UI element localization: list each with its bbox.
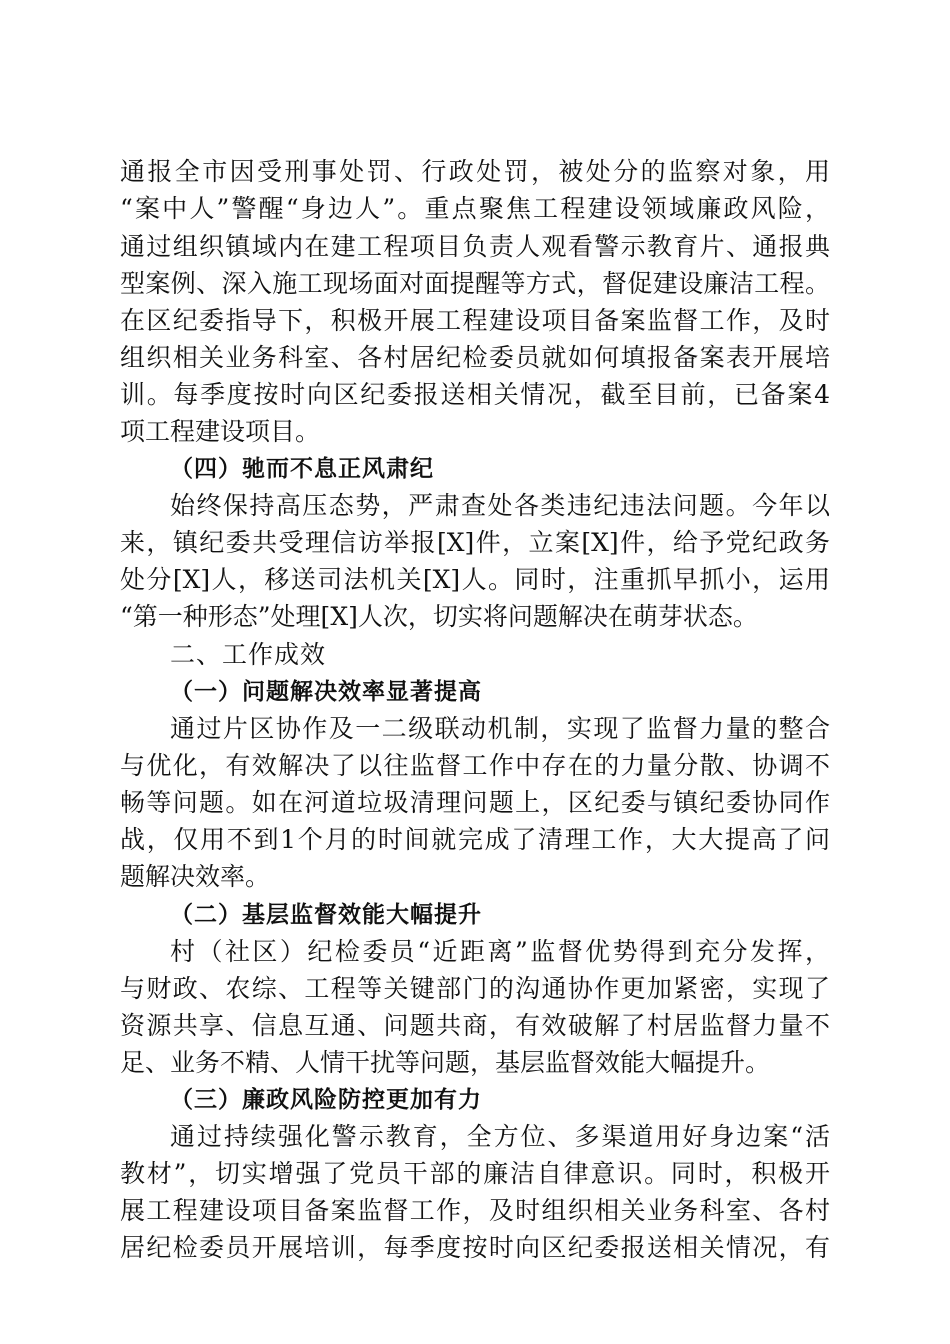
paragraph-line: 居纪检委员开展培训，每季度按时向区纪委报送相关情况，有 [120, 1233, 830, 1262]
paragraph-line: 通报全市因受刑事处罚、行政处罚，被处分的监察对象，用 [120, 157, 830, 186]
paragraph-line: 项工程建设项目。 [120, 417, 321, 446]
paragraph-line: 在区纪委指导下，积极开展工程建设项目备案监督工作，及时 [120, 306, 830, 335]
paragraph-line: 与财政、农综、工程等关键部门的沟通协作更加紧密，实现了 [120, 974, 830, 1003]
paragraph-line: “案中人”警醒“身边人”。重点聚焦工程建设领域廉政风险， [120, 194, 830, 223]
section-heading-2: 二、工作成效 [170, 640, 327, 669]
paragraph-line: 来，镇纪委共受理信访举报[X]件，立案[X]件，给予党纪政务 [120, 528, 830, 557]
paragraph-line: 处分[X]人，移送司法机关[X]人。同时，注重抓早抓小，运用 [120, 565, 830, 594]
paragraph-line: 展工程建设项目备案监督工作，及时组织相关业务科室、各村 [120, 1196, 830, 1225]
paragraph-line: 训。每季度按时向区纪委报送相关情况，截至目前，已备案4 [120, 380, 830, 409]
paragraph-line: 组织相关业务科室、各村居纪检委员就如何填报备案表开展培 [120, 343, 830, 372]
paragraph-line: 通过片区协作及一二级联动机制，实现了监督力量的整合 [170, 714, 830, 743]
paragraph-line: 始终保持高压态势，严肃查处各类违纪违法问题。今年以 [170, 491, 830, 520]
subsection-heading-4: （四）驰而不息正风肃纪 [170, 455, 434, 482]
paragraph-line: 与优化，有效解决了以往监督工作中存在的力量分散、协调不 [120, 751, 830, 780]
subsection-heading-2: （二）基层监督效能大幅提升 [170, 901, 482, 928]
paragraph-line: 畅等问题。如在河道垃圾清理问题上，区纪委与镇纪委协同作 [120, 788, 830, 817]
paragraph-line: 教材”，切实增强了党员干部的廉洁自律意识。同时，积极开 [120, 1159, 830, 1188]
subsection-heading-1: （一）问题解决效率显著提高 [170, 678, 482, 705]
paragraph-line: 通过持续强化警示教育，全方位、多渠道用好身边案“活 [170, 1122, 830, 1151]
paragraph-line: 型案例、深入施工现场面对面提醒等方式，督促建设廉洁工程。 [120, 269, 830, 298]
subsection-heading-3: （三）廉政风险防控更加有力 [170, 1086, 482, 1113]
paragraph-line: 通过组织镇域内在建工程项目负责人观看警示教育片、通报典 [120, 232, 830, 261]
paragraph-line: 战，仅用不到1个月的时间就完成了清理工作，大大提高了问 [120, 825, 830, 854]
paragraph-line: “第一种形态”处理[X]人次，切实将问题解决在萌芽状态。 [120, 602, 758, 631]
paragraph-line: 村（社区）纪检委员“近距离”监督优势得到充分发挥， [170, 937, 830, 966]
paragraph-line: 足、业务不精、人情干扰等问题，基层监督效能大幅提升。 [120, 1048, 771, 1077]
paragraph-line: 资源共享、信息互通、问题共商，有效破解了村居监督力量不 [120, 1011, 830, 1040]
paragraph-line: 题解决效率。 [120, 862, 271, 891]
